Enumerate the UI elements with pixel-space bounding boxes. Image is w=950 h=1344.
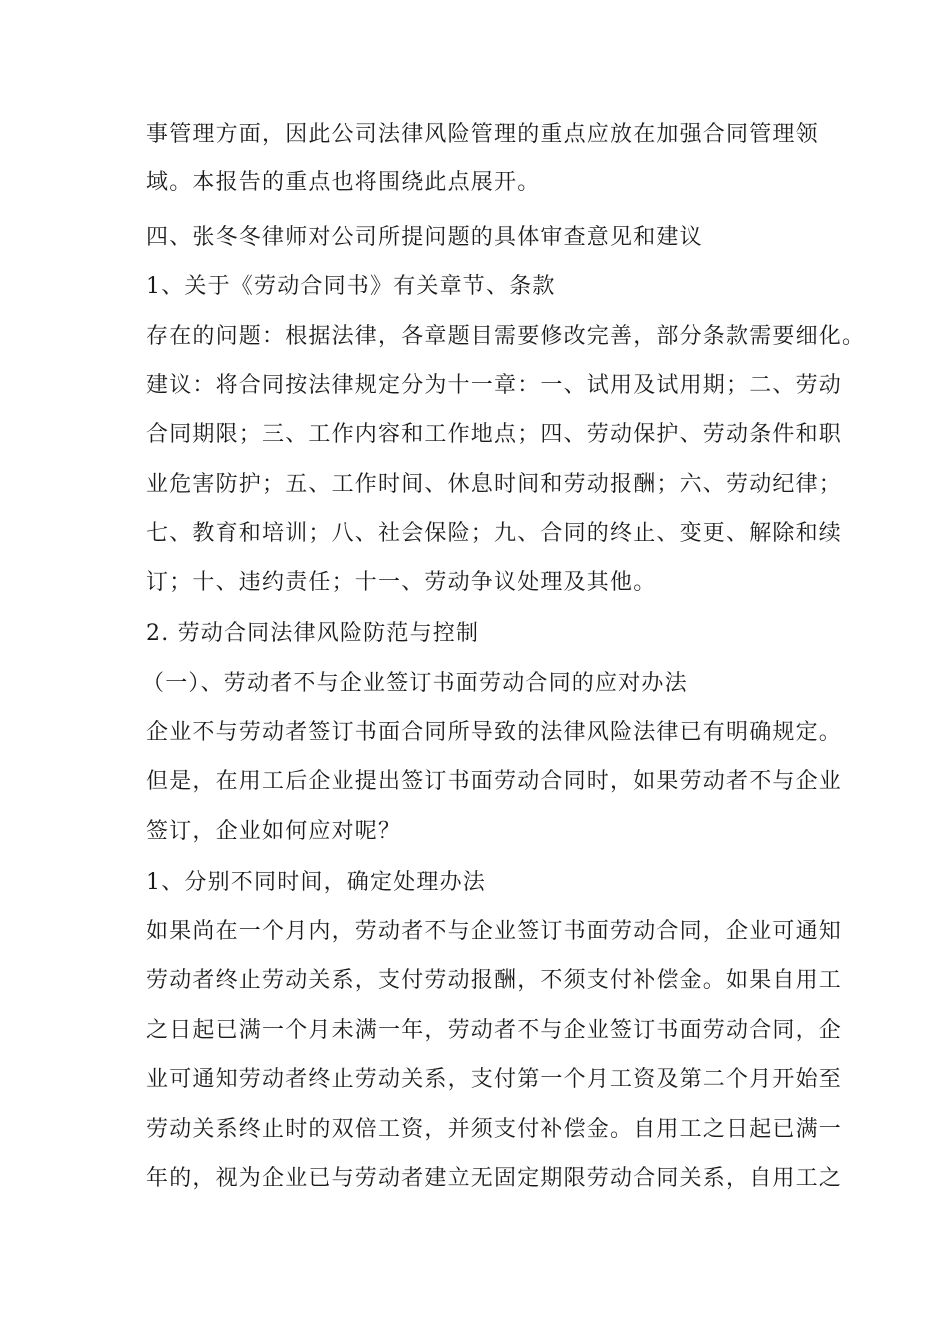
paragraph-line: 年的，视为企业已与劳动者建立无固定期限劳动合同关系，自用工之 (146, 1166, 843, 1191)
section-heading: 四、张冬冬律师对公司所提问题的具体审查意见和建议 (146, 225, 703, 250)
paragraph-line: 企业不与劳动者签订书面合同所导致的法律风险法律已有明确规定。 (146, 720, 843, 745)
paragraph-line: 但是，在用工后企业提出签订书面劳动合同时，如果劳动者不与企业 (146, 769, 843, 794)
paragraph-line: 签订，企业如何应对呢？ (146, 819, 402, 844)
subsection-heading: 1、分别不同时间，确定处理办法 (146, 870, 486, 895)
subsection-heading: 1、关于《劳动合同书》有关章节、条款 (146, 274, 556, 299)
paragraph-line: 事管理方面，因此公司法律风险管理的重点应放在加强合同管理领 (146, 122, 819, 147)
paragraph-line: 域。本报告的重点也将围绕此点展开。 (146, 170, 541, 195)
subsection-heading: 2. 劳动合同法律风险防范与控制 (146, 621, 480, 646)
paragraph-line: 建议：将合同按法律规定分为十一章：一、试用及试用期；二、劳动 (146, 373, 843, 398)
paragraph-line: 合同期限；三、工作内容和工作地点；四、劳动保护、劳动条件和职 (146, 422, 843, 447)
paragraph-line: 七、教育和培训；八、社会保险；九、合同的终止、变更、解除和续 (146, 521, 843, 546)
paragraph-line: 之日起已满一个月未满一年，劳动者不与企业签订书面劳动合同，企 (146, 1018, 843, 1043)
paragraph-line: 存在的问题：根据法律，各章题目需要修改完善，部分条款需要细化。 (146, 324, 866, 349)
subsection-heading: （一）、劳动者不与企业签订书面劳动合同的应对办法 (142, 671, 688, 696)
paragraph-line: 劳动者终止劳动关系，支付劳动报酬，不须支付补偿金。如果自用工 (146, 968, 843, 993)
paragraph-line: 业危害防护；五、工作时间、休息时间和劳动报酬；六、劳动纪律； (146, 472, 843, 497)
paragraph-line: 劳动关系终止时的双倍工资，并须支付补偿金。自用工之日起已满一 (146, 1117, 843, 1142)
paragraph-line: 业可通知劳动者终止劳动关系，支付第一个月工资及第二个月开始至 (146, 1067, 843, 1092)
paragraph-line: 如果尚在一个月内，劳动者不与企业签订书面劳动合同，企业可通知 (146, 919, 843, 944)
paragraph-line: 订；十、违约责任；十一、劳动争议处理及其他。 (146, 570, 657, 595)
